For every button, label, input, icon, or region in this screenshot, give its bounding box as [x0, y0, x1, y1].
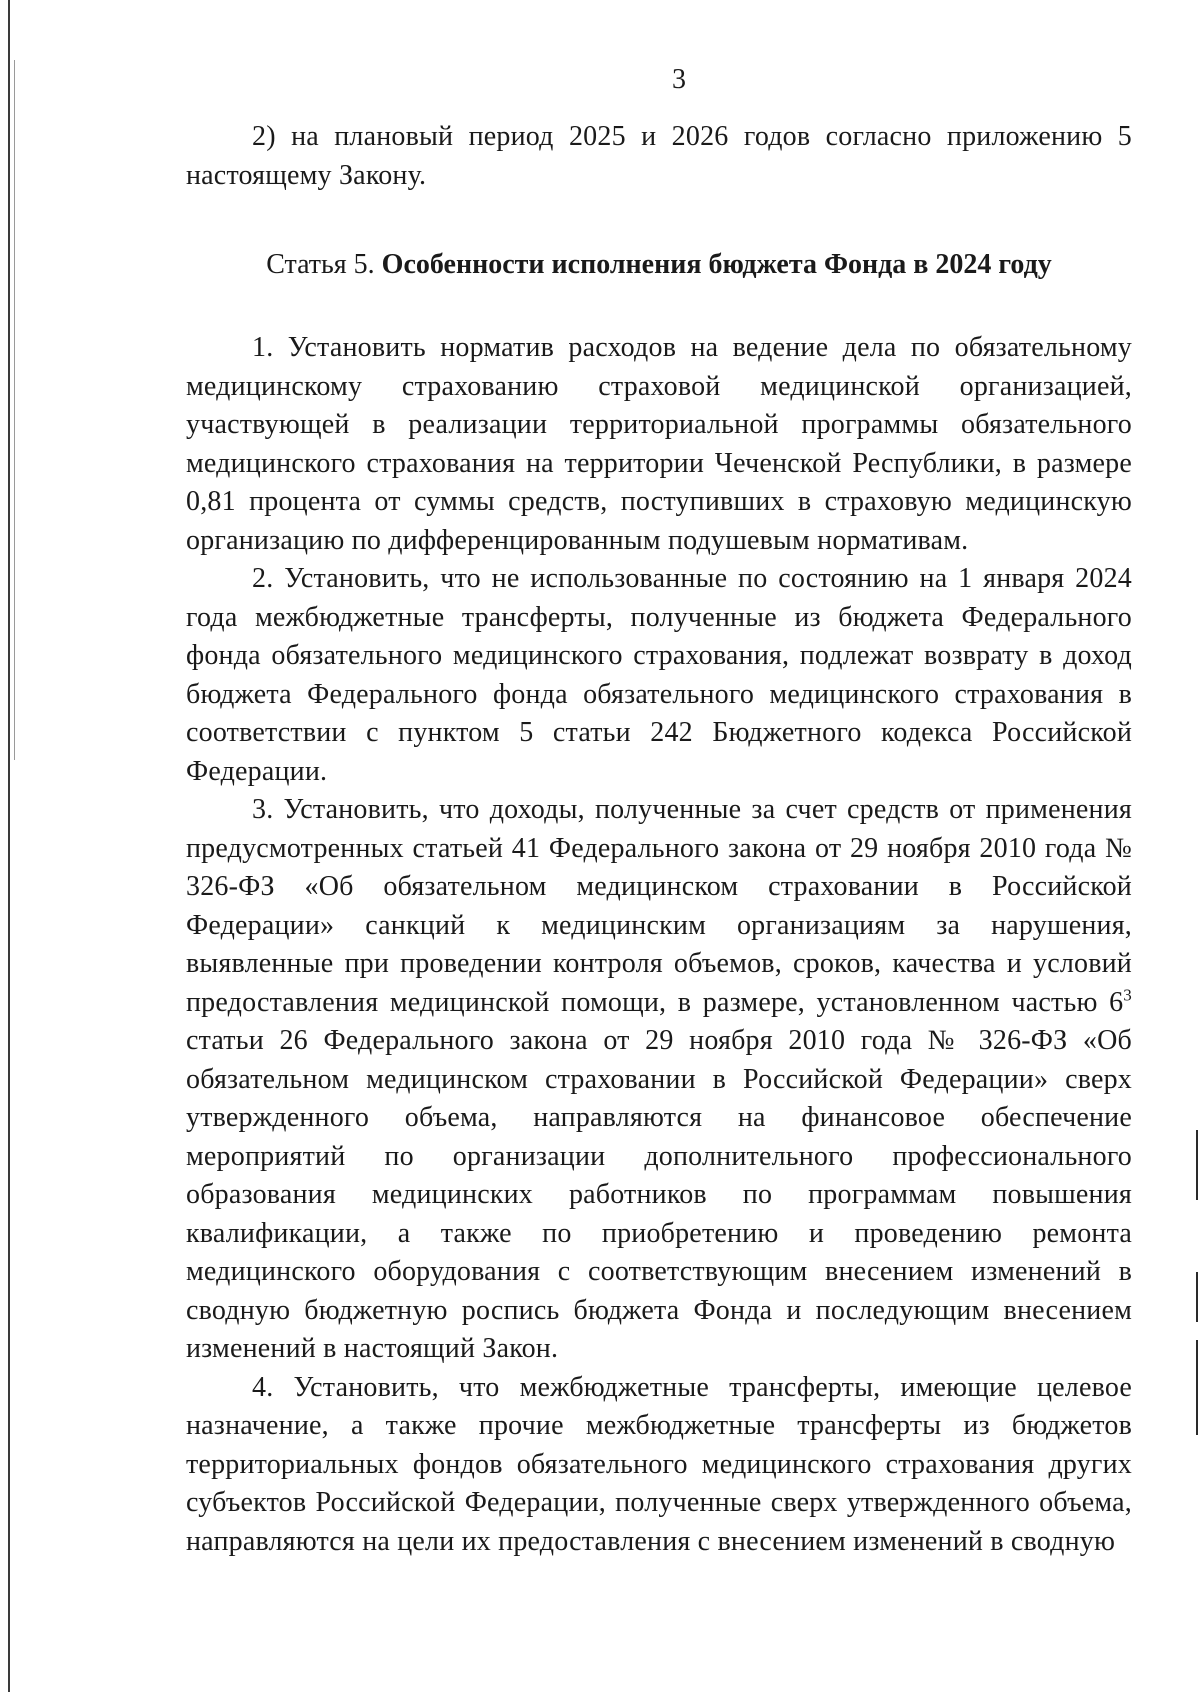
document-page: [186, 60, 1132, 1561]
paragraph-3: [186, 791, 1132, 1369]
scan-mark-right-3: [1196, 1340, 1198, 1435]
scan-edge-shadow: [14, 60, 15, 760]
scan-mark-right-1: [1196, 1130, 1198, 1200]
article-prefix: Статья 5.: [266, 249, 382, 280]
paragraph-2: 2. Установить, что не использованные по состоянию на 1 января 2024 года межбюджетные трансферты, полученные из бюджета Федерального фонда обязательного медицинского страхования, подлежат возврату в доход бюджета Федерального фонда обязательного медицинского страхования в соответствии с пунктом 5 статьи 242 Бюджетного кодекса Российской Федерации.: [186, 563, 1132, 787]
page-number: 3: [672, 64, 686, 95]
paragraph-1: 1. Установить норматив расходов на ведение дела по обязательному медицинскому страхованию страховой медицинской организацией, участвующей в реализации территориальной программы обязательного медицинского страхования на территории Чеченской Республики, в размере 0,81 процента от суммы средств, поступивших в страховую медицинскую организацию по дифференцированным подушевым нормативам.: [186, 332, 1132, 556]
scan-mark-right-2: [1196, 1272, 1198, 1322]
article-heading: [186, 245, 1132, 285]
article-title: Особенности исполнения бюджета Фонда в 2024 году: [381, 249, 1052, 280]
paragraph-3-part1: 3. Установить, что доходы, полученные за счет средств от применения предусмотренных статьей 41 Федерального закона от 29 ноября 2010 года № 326-ФЗ «Об обязательном медицинском страховании в Российской Федерации» санкций к медицинским организациям за нарушения, выявленные при проведении контроля объемов, сроков, качества и условий предоставления медицинской помощи, в размере, установленном частью 6: [186, 794, 1132, 1018]
paragraph-3-part2: статьи 26 Федерального закона от 29 ноября 2010 года № 326-ФЗ «Об обязательном медицинском страховании в Российской Федерации» сверх утвержденного объема, направляются на финансовое обеспечение мероприятий по организации дополнительного профессионального образования медицинских работников по программам повышения квалификации, а также по приобретению и проведению ремонта медицинского оборудования с соответствующим внесением изменений в сводную бюджетную роспись бюджета Фонда и последующим внесением изменений в настоящий Закон.: [186, 1025, 1132, 1364]
scan-edge-left: [8, 0, 10, 1692]
paragraph-3-superscript: 3: [1123, 985, 1132, 1005]
paragraph-4: 4. Установить, что межбюджетные трансферты, имеющие целевое назначение, а также прочие межбюджетные трансферты из бюджетов территориальных фондов обязательного медицинского страхования других субъектов Российской Федерации, полученные сверх утвержденного объема, направляются на цели их предоставления с внесением изменений в сводную: [186, 1371, 1132, 1557]
intro-paragraph: 2) на плановый период 2025 и 2026 годов согласно приложению 5 настоящему Закону.: [186, 121, 1132, 191]
